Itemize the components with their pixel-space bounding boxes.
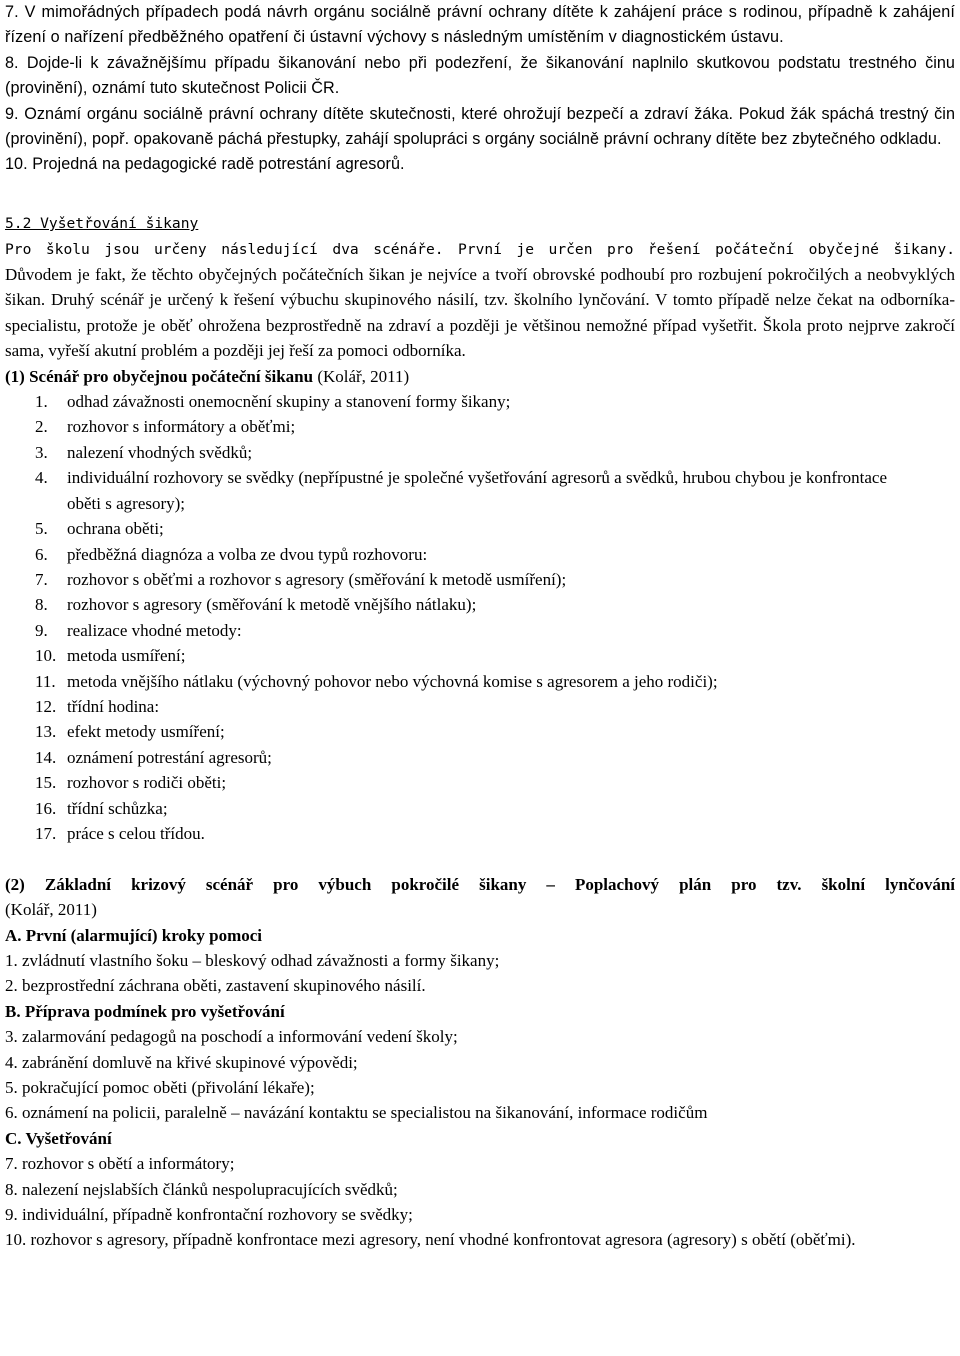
list-item-text: ochrana oběti; bbox=[67, 519, 164, 539]
list-item-number: 14. bbox=[35, 747, 57, 767]
intro-item-8 bbox=[5, 51, 955, 102]
scenario2-groups bbox=[5, 923, 955, 1253]
intro-item-text: Oznámí orgánu sociálně právní ochrany dítěte skutečnosti, které ohrožují bezpečí a zdraví žáka. Pokud žák spáchá trestný čin (provinění), popř. opakovaně páchá přestupky, zahájí spolupráci s orgány sociálně právní ochrany dítěte bez zbytečného odkladu. bbox=[5, 104, 955, 149]
group-item: 8. nalezení nejslabších článků nespolupracujících svědků; bbox=[5, 1179, 398, 1199]
list-item bbox=[5, 465, 955, 516]
group-item: 2. bezprostřední záchrana oběti, zastavení skupinového násilí. bbox=[5, 976, 426, 996]
group-item: 9. individuální, případně konfrontační rozhovory se svědky; bbox=[5, 1205, 413, 1225]
list-item bbox=[5, 414, 955, 439]
section-paragraph: Důvodem je fakt, že těchto obyčejných počátečních šikan je nejvíce a tvoří obrovské podhoubí pro rozbujení pokročilých a neobvyklých šikan. Druhý scénář je určený k řešení výbuchu skupinového násilí, tzv. školního lynčování. V tomto případě nelze čekat na odborníka-specialistu, protože je oběť ohrožena bezprostředně na zdraví a později je většinou nemožné případ vyšetřit. Škola proto nejprve zakročí sama, vyřeší akutní problém a později jej řeší za pomoci odborníka. bbox=[5, 265, 955, 361]
intro-list bbox=[5, 0, 955, 178]
list-item-text: nalezení vhodných svědků; bbox=[67, 442, 253, 462]
list-item bbox=[5, 719, 955, 744]
list-item-text: práce s celou třídou. bbox=[67, 823, 205, 843]
list-item-text: individuální rozhovory se svědky (nepřípustné je společné vyšetřování agresorů a svědků, hrubou chybou je konfrontace oběti s agresory); bbox=[67, 468, 888, 513]
list-item bbox=[5, 796, 955, 821]
list-item bbox=[5, 821, 955, 846]
intro-item-number: 8. bbox=[5, 53, 19, 72]
scenario2-title bbox=[5, 872, 955, 897]
section-heading: 5.2 Vyšetřování šikany bbox=[5, 215, 199, 233]
group-item: 4. zabránění domluvě na křivé skupinové výpovědi; bbox=[5, 1052, 358, 1072]
list-item-number: 7. bbox=[35, 569, 48, 589]
list-item-text: oznámení potrestání agresorů; bbox=[67, 747, 272, 767]
group-item: 7. rozhovor s obětí a informátory; bbox=[5, 1154, 235, 1174]
intro-item-number: 7. bbox=[5, 3, 19, 21]
list-item-text: metoda vnějšího nátlaku (výchovný pohovor nebo výchovná komise s agresorem a jeho rodiči); bbox=[67, 671, 718, 691]
list-item-text: předběžná diagnóza a volba ze dvou typů rozhovoru: bbox=[67, 544, 428, 564]
group-item: 5. pokračující pomoc oběti (přivolání lékaře); bbox=[5, 1078, 315, 1098]
section-paragraph-first-line: Pro školu jsou určeny následující dva scénáře. První je určen pro řešení počáteční obyčejné šikany. bbox=[5, 240, 955, 258]
scenario2-title-bold: (2) Základní krizový scénář pro výbuch pokročilé šikany – Poplachový plán pro tzv. školní lynčování bbox=[5, 874, 955, 894]
list-item bbox=[5, 669, 955, 694]
group-item: 6. oznámení na policii, paralelně – navázání kontaktu se specialistou na šikanování, informace rodičům bbox=[5, 1103, 708, 1123]
list-item bbox=[5, 542, 955, 567]
list-item-number: 8. bbox=[35, 595, 48, 615]
list-item bbox=[5, 516, 955, 541]
spacer bbox=[5, 846, 955, 871]
group-heading: C. Vyšetřování bbox=[5, 1128, 112, 1148]
group-heading: A. První (alarmující) kroky pomoci bbox=[5, 925, 263, 945]
list-item-number: 13. bbox=[35, 722, 57, 742]
list-item-number: 11. bbox=[35, 671, 56, 691]
list-item-text: rozhovor s rodiči oběti; bbox=[67, 773, 227, 793]
scenario1-title-bold: (1) Scénář pro obyčejnou počáteční šikanu bbox=[5, 366, 314, 386]
list-item-text: odhad závažnosti onemocnění skupiny a stanovení formy šikany; bbox=[67, 392, 511, 412]
spacer bbox=[5, 203, 955, 211]
list-item-text: efekt metody usmíření; bbox=[67, 722, 225, 742]
list-item bbox=[5, 618, 955, 643]
group-item: 3. zalarmování pedagogů na poschodí a informování vedení školy; bbox=[5, 1027, 458, 1047]
list-item-text: třídní hodina: bbox=[67, 696, 160, 716]
intro-item-7 bbox=[5, 0, 955, 51]
group-item: 1. zvládnutí vlastního šoku – bleskový odhad závažnosti a formy šikany; bbox=[5, 951, 500, 970]
scenario1-steps bbox=[5, 389, 955, 846]
intro-item-10 bbox=[5, 152, 955, 177]
intro-item-text: Projedná na pedagogické radě potrestání agresorů. bbox=[32, 155, 405, 174]
list-item bbox=[5, 389, 955, 414]
intro-item-number: 9. bbox=[5, 104, 19, 123]
group-item: 10. rozhovor s agresory, případně konfrontace mezi agresory, není vhodné konfrontovat agresora (agresory) s obětí (oběťmi). bbox=[5, 1230, 856, 1250]
list-item-number: 16. bbox=[35, 798, 57, 818]
scenario2-title-source: (Kolář, 2011) bbox=[5, 900, 97, 920]
intro-item-text: V mimořádných případech podá návrh orgánu sociálně právní ochrany dítěte k zahájení práce s rodinou, případně k zahájení řízení o nařízení předběžného opatření či ústavní výchovy s následným umístěním v diagnostickém ústavu. bbox=[5, 3, 955, 47]
intro-item-9 bbox=[5, 102, 955, 153]
list-item bbox=[5, 770, 955, 795]
list-item-number: 17. bbox=[35, 823, 57, 843]
intro-item-number: 10. bbox=[5, 155, 28, 174]
document-page bbox=[5, 0, 955, 1253]
list-item bbox=[5, 745, 955, 770]
intro-item-text: Dojde-li k závažnějšímu případu šikanování nebo při podezření, že šikanování naplnilo skutkovou podstatu trestného činu (provinění), oznámí tuto skutečnost Policii ČR. bbox=[5, 53, 955, 98]
list-item-number: 6. bbox=[35, 544, 48, 564]
group-heading: B. Příprava podmínek pro vyšetřování bbox=[5, 1001, 285, 1021]
list-item-text: rozhovor s agresory (směřování k metodě vnějšího nátlaku); bbox=[67, 595, 477, 615]
list-item bbox=[5, 440, 955, 465]
list-item bbox=[5, 643, 955, 668]
list-item-number: 9. bbox=[35, 620, 48, 640]
list-item bbox=[5, 567, 955, 592]
spacer bbox=[5, 178, 955, 203]
list-item-number: 10. bbox=[35, 646, 57, 666]
list-item-number: 4. bbox=[35, 468, 48, 488]
list-item-text: realizace vhodné metody: bbox=[67, 620, 242, 640]
scenario1-title bbox=[5, 364, 955, 389]
list-item-text: rozhovor s informátory a oběťmi; bbox=[67, 417, 296, 437]
list-item-number: 15. bbox=[35, 773, 57, 793]
list-item-number: 3. bbox=[35, 442, 48, 462]
list-item-number: 5. bbox=[35, 519, 48, 539]
list-item-number: 12. bbox=[35, 696, 57, 716]
list-item-number: 2. bbox=[35, 417, 48, 437]
list-item bbox=[5, 694, 955, 719]
list-item bbox=[5, 592, 955, 617]
list-item-text: rozhovor s oběťmi a rozhovor s agresory (směřování k metodě usmíření); bbox=[67, 569, 567, 589]
list-item-text: metoda usmíření; bbox=[67, 646, 186, 666]
scenario1-title-source: (Kolář, 2011) bbox=[313, 366, 410, 386]
list-item-number: 1. bbox=[35, 392, 48, 412]
list-item-text: třídní schůzka; bbox=[67, 798, 168, 818]
